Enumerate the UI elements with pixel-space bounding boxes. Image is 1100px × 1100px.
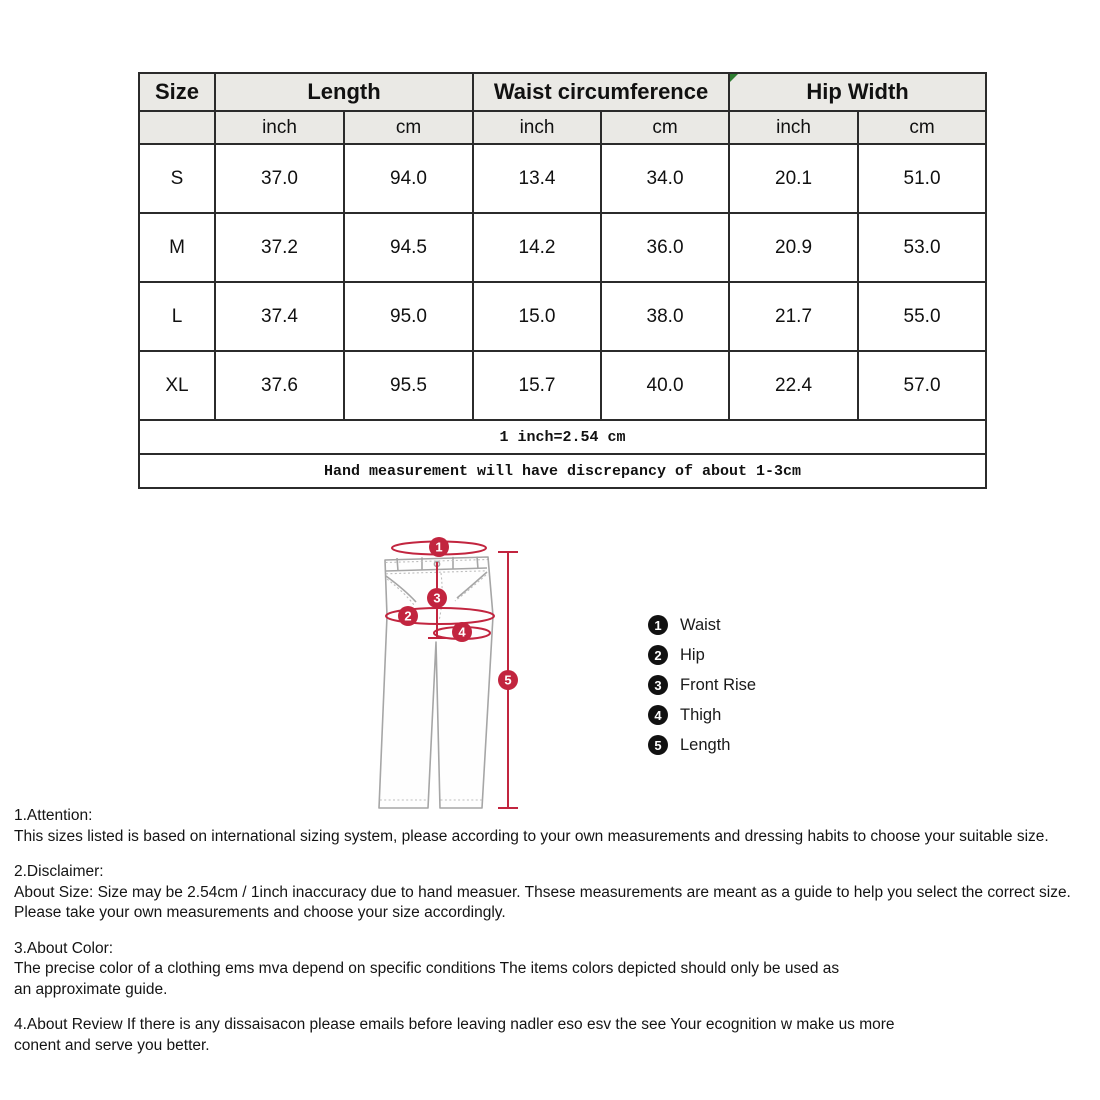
note-heading: 1.Attention: (14, 807, 93, 824)
table-cell: 51.0 (858, 144, 986, 213)
note-heading: 2.Disclaimer: (14, 863, 104, 880)
column-header-hip (729, 73, 986, 111)
marker-5-number: 5 (504, 672, 512, 688)
table-cell: 94.0 (344, 144, 473, 213)
table-cell: 37.6 (215, 351, 344, 420)
table-header-row (139, 73, 986, 111)
table-cell: 95.5 (344, 351, 473, 420)
column-header-hip-label: Hip Width (806, 79, 909, 104)
table-row-l (139, 282, 986, 351)
table-cell: 55.0 (858, 282, 986, 351)
legend-label-waist: Waist (680, 615, 721, 634)
table-cell: 21.7 (729, 282, 858, 351)
table-cell: 37.2 (215, 213, 344, 282)
size-label: M (139, 213, 215, 282)
legend-label-front-rise: Front Rise (680, 675, 757, 694)
legend-badge-3: 3 (648, 675, 668, 695)
marker-3-number: 3 (433, 590, 441, 606)
legend-label-hip: Hip (680, 645, 705, 664)
cell-note-marker (730, 74, 738, 82)
legend-label-thigh: Thigh (680, 705, 722, 724)
subheader-waist-inch: inch (473, 111, 601, 144)
measurement-legend (648, 610, 756, 760)
table-cell: 53.0 (858, 213, 986, 282)
note-text: conent and serve you better. (14, 1036, 210, 1054)
marker-1-number: 1 (435, 539, 443, 555)
table-cell: 15.0 (473, 282, 601, 351)
legend-badge-5: 5 (648, 735, 668, 755)
subheader-hip-cm: cm (858, 111, 986, 144)
size-label: S (139, 144, 215, 213)
column-header-length: Length (215, 73, 473, 111)
marker-2-number: 2 (404, 608, 412, 624)
table-cell: 38.0 (601, 282, 729, 351)
subheader-waist-cm: cm (601, 111, 729, 144)
table-cell: 37.0 (215, 144, 344, 213)
table-cell: 13.4 (473, 144, 601, 213)
column-header-waist: Waist circumference (473, 73, 729, 111)
table-cell: 36.0 (601, 213, 729, 282)
conversion-note: 1 inch=2.54 cm (139, 420, 986, 454)
size-label: L (139, 282, 215, 351)
column-header-size: Size (139, 73, 215, 111)
note-section-disclaimer (14, 862, 1094, 924)
note-text: The precise color of a clothing ems mva depend on specific conditions The items colors depicted should only be used as (14, 960, 840, 977)
pants-diagram (365, 528, 525, 820)
legend-badge-2: 2 (648, 645, 668, 665)
table-row-s (139, 144, 986, 213)
legend-item-front-rise (648, 670, 756, 700)
table-cell: 94.5 (344, 213, 473, 282)
subheader-hip-inch: inch (729, 111, 858, 144)
note-heading: 3.About Color: (14, 939, 114, 957)
note-text: This sizes listed is based on international sizing system, please according to your own measurements and dressing habits to choose your suitable size. (14, 827, 1049, 845)
table-cell: 40.0 (601, 351, 729, 420)
notes-block (14, 806, 1094, 1071)
legend-badge-1: 1 (648, 615, 668, 635)
table-row-m (139, 213, 986, 282)
size-label: XL (139, 351, 215, 420)
size-chart-table (138, 72, 987, 489)
table-cell: 20.1 (729, 144, 858, 213)
table-subheader-row (139, 111, 986, 144)
legend-item-waist (648, 610, 756, 640)
legend-item-thigh (648, 700, 756, 730)
subheader-empty (139, 111, 215, 144)
table-cell: 22.4 (729, 351, 858, 420)
table-cell: 37.4 (215, 282, 344, 351)
note-section-about-color (14, 939, 1094, 1001)
note-text: an approximate guide. (14, 980, 168, 998)
legend-item-hip (648, 640, 756, 670)
table-cell: 14.2 (473, 213, 601, 282)
measurement-note-row (139, 454, 986, 488)
legend-item-length (648, 730, 756, 760)
table-cell: 95.0 (344, 282, 473, 351)
note-text: About Size: Size may be 2.54cm / 1inch inaccuracy due to hand measuer. Thsese measurements are meant as a guide to help you select the correct size. (14, 883, 1071, 901)
conversion-note-row (139, 420, 986, 454)
table-cell: 34.0 (601, 144, 729, 213)
table-cell: 20.9 (729, 213, 858, 282)
measurement-note: Hand measurement will have discrepancy of about 1-3cm (139, 454, 986, 488)
subheader-length-cm: cm (344, 111, 473, 144)
table-row-xl (139, 351, 986, 420)
marker-4-number: 4 (458, 624, 466, 640)
note-text: 4.About Review If there is any dissaisacon please emails before leaving nadler eso esv the see Your ecognition w make us more (14, 1016, 895, 1033)
note-section-about-review (14, 1015, 1094, 1056)
note-text: Please take your own measurements and choose your size accordingly. (14, 904, 506, 921)
legend-label-length: Length (680, 735, 731, 754)
table-cell: 15.7 (473, 351, 601, 420)
table-cell: 57.0 (858, 351, 986, 420)
legend-badge-4: 4 (648, 705, 668, 725)
subheader-length-inch: inch (215, 111, 344, 144)
note-section-attention (14, 806, 1094, 847)
